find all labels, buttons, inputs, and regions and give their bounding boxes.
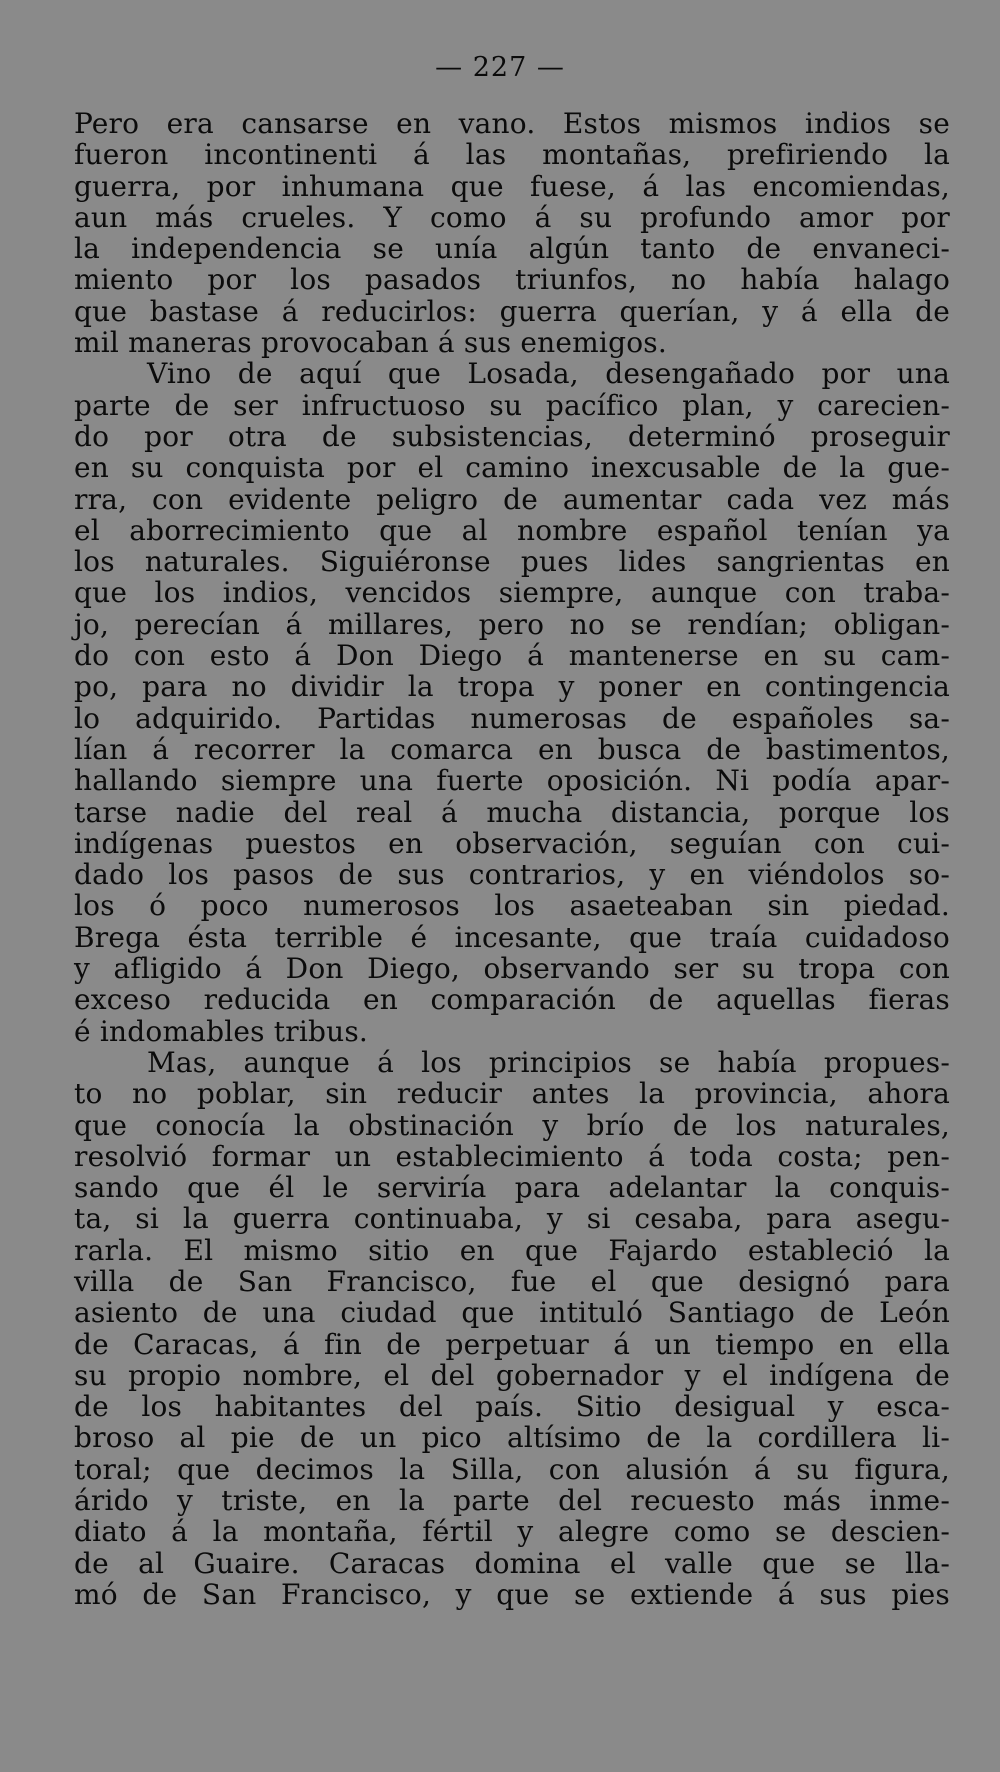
text-line: su propio nombre, el del gobernador y el indígena de xyxy=(74,1358,950,1392)
text-line: guerra, por inhumana que fuese, á las encomiendas, xyxy=(74,169,950,203)
text-line: villa de San Francisco, fue el que designó para xyxy=(74,1264,950,1298)
text-line: rra, con evidente peligro de aumentar cada vez más xyxy=(74,482,950,516)
text-line: tarse nadie del real á mucha distancia, porque los xyxy=(74,795,950,829)
text-line: que los indios, vencidos siempre, aunque con traba- xyxy=(74,576,950,610)
text-line: aun más crueles. Y como á su profundo amor por xyxy=(74,200,950,234)
text-line: mil maneras provocaban á sus enemigos. xyxy=(74,326,667,360)
text-line: po, para no dividir la tropa y poner en contingencia xyxy=(74,670,950,704)
text-line: que conocía la obstinación y brío de los naturales, xyxy=(74,1108,950,1142)
text-line: en su conquista por el camino inexcusable de la gue- xyxy=(74,451,950,485)
text-line: árido y triste, en la parte del recuesto más inme- xyxy=(74,1484,950,1518)
text-line: fueron incontinenti á las montañas, prefiriendo la xyxy=(74,138,950,172)
text-line: broso al pie de un pico altísimo de la cordillera li- xyxy=(74,1421,950,1455)
text-line: y afligido á Don Diego, observando ser su tropa con xyxy=(74,952,950,986)
text-line: indígenas puestos en observación, seguían con cui- xyxy=(74,826,950,860)
text-line: jo, perecían á millares, pero no se rendían; obligan- xyxy=(74,607,950,641)
text-line: dado los pasos de sus contrarios, y en viéndolos so- xyxy=(74,858,950,892)
text-line: la independencia se unía algún tanto de envaneci- xyxy=(74,232,950,266)
text-line: parte de ser infructuoso su pacífico plan, y carecien- xyxy=(74,388,950,422)
text-line: asiento de una ciudad que intituló Santiago de León xyxy=(74,1296,950,1330)
text-line: sando que él le serviría para adelantar la conquis- xyxy=(74,1171,950,1205)
text-line: que bastase á reducirlos: guerra querían, y á ella de xyxy=(74,294,950,328)
text-line: de al Guaire. Caracas domina el valle que se lla- xyxy=(74,1546,950,1580)
text-line: ta, si la guerra continuaba, y si cesaba, para asegu- xyxy=(74,1202,950,1236)
text-line: de Caracas, á fin de perpetuar á un tiempo en ella xyxy=(74,1327,950,1361)
text-line: Vino de aquí que Losada, desengañado por una xyxy=(147,357,950,391)
text-line: Mas, aunque á los principios se había propues- xyxy=(147,1045,950,1079)
text-line: los ó poco numerosos los asaeteaban sin piedad. xyxy=(74,889,950,923)
text-line: Brega ésta terrible é incesante, que traía cuidadoso xyxy=(74,920,950,954)
text-line: é indomables tribus. xyxy=(74,1014,369,1048)
text-line: do por otra de subsistencias, determinó proseguir xyxy=(74,419,950,453)
text-line: lo adquirido. Partidas numerosas de españoles sa- xyxy=(74,701,950,735)
text-line: do con esto á Don Diego á mantenerse en su cam- xyxy=(74,639,950,673)
text-line: Pero era cansarse en vano. Estos mismos indios se xyxy=(74,107,950,140)
body-text xyxy=(74,108,950,1610)
text-line: lían á recorrer la comarca en busca de bastimentos, xyxy=(74,732,950,766)
text-line: diato á la montaña, fértil y alegre como se descien- xyxy=(74,1515,950,1549)
text-line: hallando siempre una fuerte oposición. Ni podía apar- xyxy=(74,764,950,798)
text-line: de los habitantes del país. Sitio desigual y esca- xyxy=(74,1390,950,1424)
text-line: resolvió formar un establecimiento á toda costa; pen- xyxy=(74,1139,950,1173)
text-line: rarla. El mismo sitio en que Fajardo estableció la xyxy=(74,1233,950,1267)
text-line: el aborrecimiento que al nombre español tenían ya xyxy=(74,513,950,547)
text-line: miento por los pasados triunfos, no había halago xyxy=(74,263,950,297)
page-number: — 227 — xyxy=(435,52,565,83)
text-line: los naturales. Siguiéronse pues lides sangrientas en xyxy=(74,545,950,579)
text-line: mó de San Francisco, y que se extiende á sus pies xyxy=(74,1577,950,1611)
text-line: toral; que decimos la Silla, con alusión á su figura, xyxy=(74,1452,950,1486)
text-line: exceso reducida en comparación de aquellas fieras xyxy=(74,983,950,1017)
text-line: to no poblar, sin reducir antes la provincia, ahora xyxy=(74,1077,950,1111)
